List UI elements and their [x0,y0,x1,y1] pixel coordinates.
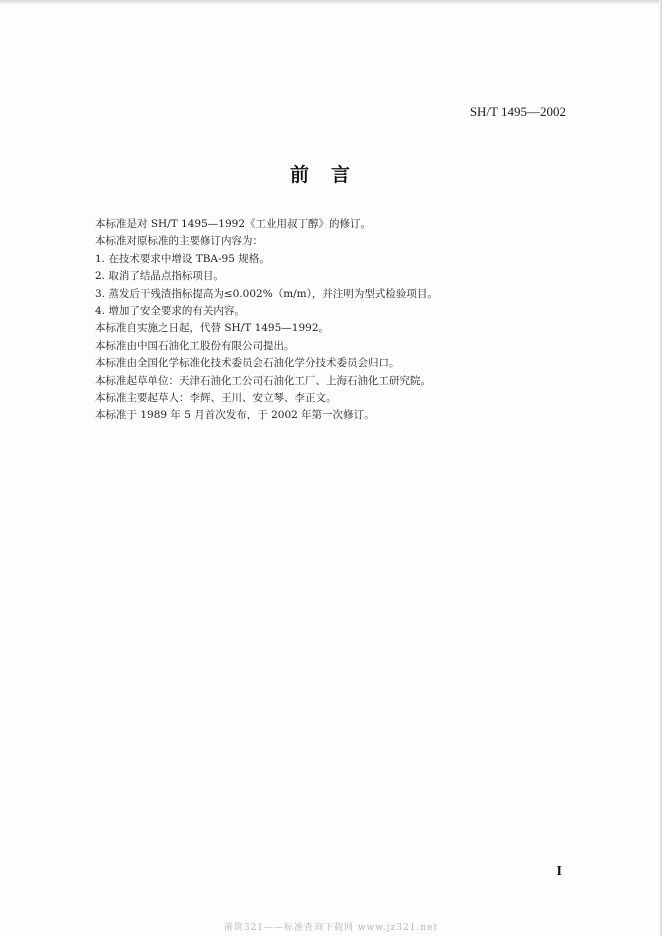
footer-watermark: 莆筑321——标准查询下载网 www.jz321.net [223,923,439,933]
foreword-line: 本标准自实施之日起，代替 SH/T 1495—1992。 [95,322,330,335]
foreword-line: 本标准主要起草人：李辉、王川、安立琴、李正文。 [95,392,337,405]
foreword-line: 本标准起草单位：天津石油化工公司石油化工厂、上海石油化工研究院。 [95,374,431,387]
foreword-line: 2. 取消了结晶点指标项目。 [95,270,224,283]
foreword-line: 本标准由全国化学标准化技术委员会石油化学分技术委员会归口。 [95,357,400,370]
foreword-line: 本标准由中国石油化工股份有限公司提出。 [95,339,295,352]
scan-edge-top [0,0,662,5]
document-code: SH/T 1495—2002 [469,104,566,119]
foreword-line: 本标准对原标准的主要修订内容为： [95,235,263,248]
foreword-line: 本标准于 1989 年 5 月首次发布，于 2002 年第一次修订。 [95,409,375,422]
page-title: 前言 [289,164,372,186]
foreword-body [95,216,575,425]
foreword-line: 4. 增加了安全要求的有关内容。 [95,305,245,318]
page-number: I [556,864,562,879]
foreword-line: 本标准是对 SH/T 1495—1992《工业用叔丁醇》的修订。 [95,218,372,230]
foreword-line: 3. 蒸发后干残渣指标提高为≤0.002%（m/m），并注明为型式检验项目。 [95,287,438,300]
foreword-line: 1. 在技术要求中增设 TBA-95 规格。 [95,252,270,265]
